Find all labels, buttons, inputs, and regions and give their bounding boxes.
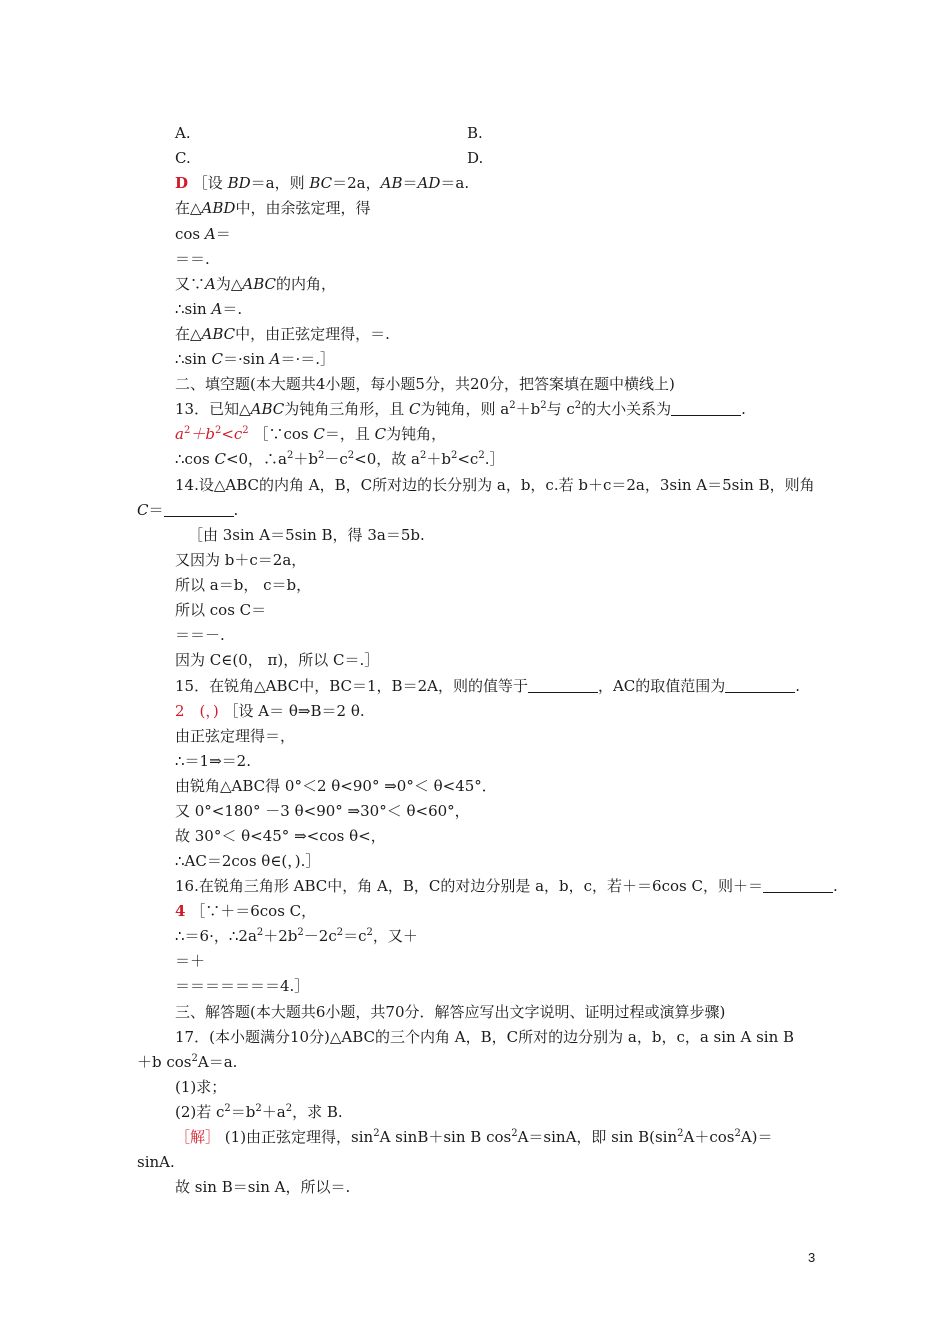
text: 又∵ <box>175 275 206 293</box>
text: 2 <box>677 1128 684 1139</box>
text: ＝c <box>343 927 367 945</box>
q16-solution-line-2 <box>175 923 820 949</box>
text: A＝a. <box>197 1053 238 1071</box>
text: ABD <box>201 199 236 217</box>
text: 2 <box>191 1053 198 1064</box>
q12-solution-line-5 <box>175 271 820 297</box>
option-d: D. <box>467 149 484 167</box>
q17-solution-line-1 <box>175 1124 820 1150</box>
q14-stem-line-1: 14.设△ABC的内角 A，B，C所对边的长分别为 a，b，c.若 b＋c＝2a，3sin A＝5sin B，则角 <box>175 476 815 494</box>
text: 的大小关系为 <box>581 400 672 418</box>
q16-answer: 4 <box>175 902 186 920</box>
q17-stem-line-2 <box>137 1049 820 1075</box>
text: (1)由正弦定理得，sin <box>224 1128 374 1146</box>
text: 2 <box>336 927 344 938</box>
text: 为△ <box>215 275 243 293</box>
text: 16.在锐角三角形 ABC中，角 A，B，C的对边分别是 a，b，c，若＋＝6cos C，则＋＝ <box>175 877 763 895</box>
text: A＝sinA，即 sin B(sin <box>517 1128 678 1146</box>
text: 2 <box>366 927 373 938</box>
q16-solution-line-3: ＝＋ <box>175 952 206 970</box>
text: C <box>211 350 223 368</box>
option-c: C. <box>175 149 191 167</box>
text: ∴＝6·，∴2a <box>175 927 257 945</box>
text: ＝ <box>402 174 418 192</box>
text: 2 <box>734 1128 741 1139</box>
text: 与 c <box>546 400 575 418</box>
q17-part-2 <box>175 1099 820 1125</box>
text: A sinB＋sin B cos <box>379 1128 512 1146</box>
q15-solution-line-2: 由正弦定理得＝， <box>175 727 296 745</box>
q12-solution-line-2 <box>175 195 820 221</box>
text: 在△ <box>175 325 202 343</box>
q14-solution-line-4: 所以 cos C＝ <box>175 601 267 619</box>
text: ＝. <box>222 300 243 318</box>
text: C <box>137 501 149 519</box>
answer-blank <box>725 678 795 693</box>
text: 2 <box>297 927 304 938</box>
text: 2 <box>450 450 458 461</box>
text: ，求 B. <box>292 1103 343 1121</box>
option-b: B. <box>467 124 483 142</box>
text: 2 <box>511 1128 518 1139</box>
q16-solution-line-1 <box>175 898 820 924</box>
text: 中，由余弦定理，得 <box>235 199 371 217</box>
text: 2 <box>287 450 294 461</box>
text: 2 <box>214 425 222 436</box>
q13-solution-line-1 <box>175 421 820 447</box>
answer-blank <box>671 401 741 416</box>
q14-solution-line-5: ＝＝－. <box>175 626 225 644</box>
q12-answer: D <box>175 174 189 192</box>
q14-solution-line-6: 因为 C∈(0， π)，所以 C＝.］ <box>175 651 380 669</box>
q17-part-1: (1)求； <box>175 1078 227 1096</box>
text: 2 <box>540 400 547 411</box>
q16-stem <box>175 873 838 899</box>
q15-solution-line-6: 故 30°＜ θ<45° ⇒<cos θ<， <box>175 827 386 845</box>
q15-solution-line-7: ∴AC＝2cos θ∈(，).］ <box>175 852 321 870</box>
text: C <box>374 425 387 443</box>
q12-solution-line-3 <box>175 221 820 247</box>
text: ＝2a， <box>332 174 381 192</box>
text: C <box>409 400 421 418</box>
text: A <box>211 300 223 318</box>
solution-tag: ［解］ <box>175 1128 221 1146</box>
text: cos <box>175 225 205 243</box>
answer-blank <box>164 502 234 517</box>
text: (2)若 c <box>175 1103 225 1121</box>
text: ＝，且 <box>324 425 375 443</box>
text: ［∵＋＝6cos C， <box>190 902 317 920</box>
text: AD <box>417 174 441 192</box>
q12-solution-line-1 <box>175 170 820 196</box>
q17-solution-line-2: sinA. <box>137 1153 175 1171</box>
text: a <box>175 425 184 443</box>
text: ＋b <box>190 425 215 443</box>
text: 2 <box>255 1103 262 1114</box>
text: ＋a <box>261 1103 286 1121</box>
text: ＝a，则 <box>250 174 310 192</box>
text: 为钝角，则 a <box>420 400 510 418</box>
text: 2 <box>285 1103 293 1114</box>
text: ABC <box>250 400 285 418</box>
text: <c <box>457 450 479 468</box>
text: ＝a. <box>440 174 470 192</box>
text: ABC <box>242 275 277 293</box>
text: ＋2b <box>263 927 298 945</box>
options-row-1 <box>175 120 820 146</box>
text: <0，∴a <box>225 450 287 468</box>
text: 13．已知△ <box>175 400 251 418</box>
text: ＝b <box>230 1103 256 1121</box>
text: ＋b cos <box>137 1053 192 1071</box>
q14-solution-line-3: 所以 a＝b， c＝b， <box>175 576 312 594</box>
text: 2 <box>317 450 325 461</box>
q12-solution-line-4: ＝＝. <box>175 250 210 268</box>
text: ＝ <box>148 501 164 519</box>
text: A＋cos <box>683 1128 735 1146</box>
q16-solution-line-4: ＝＝＝＝＝＝＝4.］ <box>175 977 310 995</box>
text: 2 <box>574 400 582 411</box>
q14-stem-line-2: C＝ . <box>137 501 239 519</box>
text: ＋b <box>426 450 451 468</box>
section-2-heading: 二、填空题(本大题共4小题，每小题5分，共20分，把答案填在题中横线上) <box>175 375 675 393</box>
text: BC <box>309 174 333 192</box>
text: C <box>214 450 226 468</box>
options-row-2 <box>175 145 820 171</box>
text: ∴sin <box>175 300 212 318</box>
text: A)＝ <box>740 1128 773 1146</box>
text: A <box>204 225 216 243</box>
text: ∴sin <box>175 350 212 368</box>
q12-solution-line-8 <box>175 346 820 372</box>
q15-answer: 2 (，) <box>175 702 219 720</box>
text: ＋b <box>293 450 318 468</box>
q15-solution-line-3: ∴＝1⇒＝2. <box>175 752 251 770</box>
text: ABC <box>201 325 236 343</box>
text: 2 <box>509 400 516 411</box>
text: 2 <box>373 1128 380 1139</box>
q14-solution-line-1: ［由 3sin A＝5sin B，得 3a＝5b. <box>188 526 425 544</box>
text: －2c <box>303 927 337 945</box>
section-3-heading: 三、解答题(本大题共6小题，共70分．解答应写出文字说明、证明过程或演算步骤) <box>175 1003 726 1021</box>
text: 2 <box>183 425 191 436</box>
option-a: A. <box>175 124 191 142</box>
text: 2 <box>419 450 427 461</box>
text: 15．在锐角△ABC中，BC＝1，B＝2A，则的值等于 <box>175 677 528 695</box>
text: ［设 A＝ θ⇒B＝2 θ. <box>223 702 365 720</box>
text: 在△ <box>175 199 202 217</box>
text: 2 <box>242 425 249 436</box>
q13-answer <box>175 425 249 443</box>
q17-solution-line-3: 故 sin B＝sin A，所以＝. <box>175 1178 351 1196</box>
text: 2 <box>478 450 485 461</box>
answer-blank <box>528 678 598 693</box>
text: 中，由正弦定理得，＝. <box>235 325 390 343</box>
text: AB <box>380 174 403 192</box>
q15-stem: 15．在锐角△ABC中，BC＝1，B＝2A，则的值等于 ，AC的取值范围为 . <box>175 677 801 695</box>
text: ，又＋ <box>372 927 418 945</box>
text: 为钝角， <box>386 425 447 443</box>
q12-solution-line-7 <box>175 321 820 347</box>
q15-solution-line-5: 又 0°<180° －3 θ<90° ⇒30°＜ θ<60°， <box>175 802 470 820</box>
text: ［∵cos <box>253 425 314 443</box>
text: 2 <box>347 450 355 461</box>
text: A <box>269 350 281 368</box>
q15-solution-line-1 <box>175 698 820 724</box>
q14-solution-line-2: 又因为 b＋c＝2a， <box>175 551 307 569</box>
text: .］ <box>484 450 505 468</box>
q15-solution-line-4: 由锐角△ABC得 0°＜2 θ<90° ⇒0°＜ θ<45°． <box>175 777 497 795</box>
q13-stem: 13．已知△ABC为钝角三角形，且 C为钝角，则 $a^2+b^2$与 $c^2$的大小关系为 . <box>175 400 746 418</box>
text: ，AC的取值范围为 <box>597 677 726 695</box>
text: A <box>205 275 216 293</box>
text: 2 <box>224 1103 231 1114</box>
page-number: 3 <box>808 1250 816 1265</box>
text: ［设 <box>192 174 228 192</box>
text: BD <box>227 174 251 192</box>
text: ＝·sin <box>222 350 270 368</box>
text: ＝·＝.］ <box>280 350 336 368</box>
text: ＋b <box>515 400 541 418</box>
text: ∴cos <box>175 450 215 468</box>
text: ＝ <box>215 225 231 243</box>
text: 为钝角三角形，且 <box>284 400 410 418</box>
text: －c <box>324 450 348 468</box>
text: 的内角， <box>276 275 337 293</box>
q17-stem-line-1: 17．(本小题满分10分)△ABC的三个内角 A，B，C所对的边分别为 a，b，c，a sin A sin B <box>175 1028 795 1046</box>
q13-solution-line-2 <box>175 446 820 472</box>
answer-blank <box>763 878 833 893</box>
text: C <box>313 425 325 443</box>
text: <0，故 a <box>354 450 420 468</box>
text: <c <box>221 425 243 443</box>
q12-solution-line-6 <box>175 296 820 322</box>
text: . <box>832 877 838 895</box>
text: 2 <box>256 927 264 938</box>
